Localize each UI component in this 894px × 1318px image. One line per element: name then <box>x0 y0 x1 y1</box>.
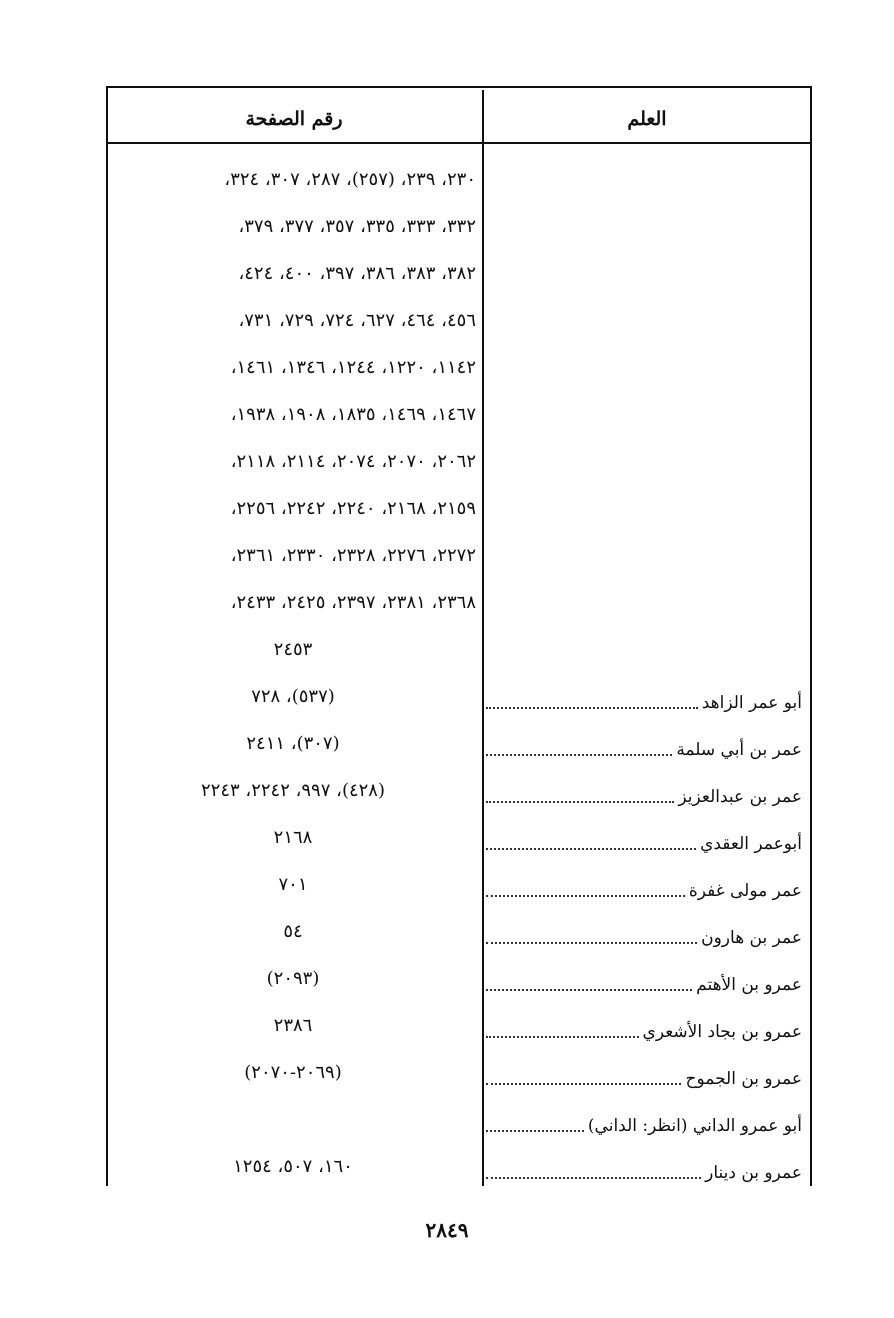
entry-name-text: عمرو بن الجموح <box>685 1069 802 1089</box>
page-numbers: ٣٣٢، ٣٣٣، ٣٣٥، ٣٥٧، ٣٧٧، ٣٧٩، <box>238 215 476 237</box>
continuation-row <box>0 156 894 202</box>
entry-name-text: عمر بن عبدالعزيز <box>678 787 802 807</box>
entry-name-text: عمر مولى غفرة <box>688 881 802 901</box>
entry-row <box>0 1049 894 1095</box>
name-column-header: العلم <box>627 108 667 130</box>
entry-name-text: عمر بن هارون <box>701 928 802 948</box>
continuation-row <box>0 438 894 484</box>
leader-dots <box>486 707 698 709</box>
entry-name <box>486 1096 802 1142</box>
entry-pages: (٥٣٧)، ٧٢٨ <box>251 685 335 707</box>
leader-dots <box>486 1177 701 1179</box>
pages-column-header: رقم الصفحة <box>245 108 343 130</box>
entry-row <box>0 1143 894 1189</box>
entry-pages: ٢٣٨٦ <box>273 1014 313 1036</box>
entry-row <box>0 908 894 954</box>
continuation-row <box>0 579 894 625</box>
entry-pages: ٥٤ <box>283 920 303 942</box>
page-numbers: ٣٨٢، ٣٨٣، ٣٨٦، ٣٩٧، ٤٠٠، ٤٢٤، <box>238 262 476 284</box>
entry-name <box>486 1002 802 1048</box>
entry-row <box>0 673 894 719</box>
entry-pages: ٢١٦٨ <box>273 826 313 848</box>
leader-dots <box>486 895 685 897</box>
entry-row <box>0 1096 894 1142</box>
entry-name <box>486 767 802 813</box>
page-numbers: ٤٥٦، ٤٦٤، ٦٢٧، ٧٢٤، ٧٢٩، ٧٣١، <box>238 309 476 331</box>
continuation-row <box>0 391 894 437</box>
entry-pages: (٤٢٨)، ٩٩٧، ٢٢٤٢، ٢٢٤٣ <box>200 779 386 801</box>
entry-row <box>0 1002 894 1048</box>
leader-dots <box>486 848 696 850</box>
entry-name <box>486 814 802 860</box>
entry-pages: ٧٠١ <box>278 873 308 895</box>
continuation-row <box>0 297 894 343</box>
leader-dots <box>486 1036 639 1038</box>
entry-pages <box>110 1096 476 1142</box>
entry-pages: (٢٠٩٣) <box>266 967 320 989</box>
entry-name-text: أبو عمرو الداني (انظر: الداني) <box>587 1116 802 1136</box>
leader-dots <box>486 754 672 756</box>
continuation-row <box>0 344 894 390</box>
entry-name <box>486 720 802 766</box>
table-top-border <box>106 86 812 88</box>
page-numbers: ٢٢٧٢، ٢٢٧٦، ٢٣٢٨، ٢٣٣٠، ٢٣٦١، <box>230 544 476 566</box>
entry-row <box>0 955 894 1001</box>
leader-dots <box>486 942 697 944</box>
entry-row <box>0 861 894 907</box>
entry-name <box>486 1143 802 1189</box>
continuation-row <box>0 626 894 672</box>
entry-row <box>0 767 894 813</box>
entry-name-text: عمر بن أبي سلمة <box>676 740 802 760</box>
page-numbers: ٢٤٥٣ <box>273 638 313 660</box>
continuation-row <box>0 250 894 296</box>
entry-name-text: عمرو بن بجاد الأشعري <box>642 1022 802 1042</box>
continuation-row <box>0 485 894 531</box>
leader-dots <box>486 801 674 803</box>
page-number: ٢٨٤٩ <box>425 1218 469 1242</box>
entry-pages: (٢٠٦٩-٢٠٧٠) <box>244 1061 342 1083</box>
leader-dots <box>486 1083 681 1085</box>
entry-name-text: عمرو بن دينار <box>705 1163 802 1183</box>
entry-name <box>486 908 802 954</box>
page-numbers: ٢٠٦٢، ٢٠٧٠، ٢٠٧٤، ٢١١٤، ٢١١٨، <box>230 450 476 472</box>
page-numbers: ٢٣٠، ٢٣٩، (٢٥٧)، ٢٨٧، ٣٠٧، ٣٢٤، <box>224 168 476 190</box>
entry-name <box>486 673 802 719</box>
leader-dots <box>486 1130 584 1132</box>
page-numbers: ٢١٥٩، ٢١٦٨، ٢٢٤٠، ٢٢٤٢، ٢٢٥٦، <box>230 497 476 519</box>
entry-name-text: أبو عمر الزاهد <box>701 693 802 713</box>
entry-row <box>0 720 894 766</box>
entry-name-text: عمرو بن الأهتم <box>696 975 802 995</box>
entry-name <box>486 861 802 907</box>
page-numbers: ٢٣٦٨، ٢٣٨١، ٢٣٩٧، ٢٤٢٥، ٢٤٣٣، <box>230 591 476 613</box>
page-numbers: ١٤٦٧، ١٤٦٩، ١٨٣٥، ١٩٠٨، ١٩٣٨، <box>230 403 476 425</box>
continuation-row <box>0 203 894 249</box>
leader-dots <box>486 989 692 991</box>
entry-name <box>486 955 802 1001</box>
entry-name-text: أبوعمر العقدي <box>700 834 802 854</box>
entry-row <box>0 814 894 860</box>
entry-name <box>486 1049 802 1095</box>
continuation-row <box>0 532 894 578</box>
page-numbers: ١١٤٢، ١٢٢٠، ١٢٤٤، ١٣٤٦، ١٤٦١، <box>230 356 476 378</box>
entry-pages: (٣٠٧)، ٢٤١١ <box>246 732 340 754</box>
entry-pages: ١٦٠، ٥٠٧، ١٢٥٤ <box>233 1155 353 1177</box>
